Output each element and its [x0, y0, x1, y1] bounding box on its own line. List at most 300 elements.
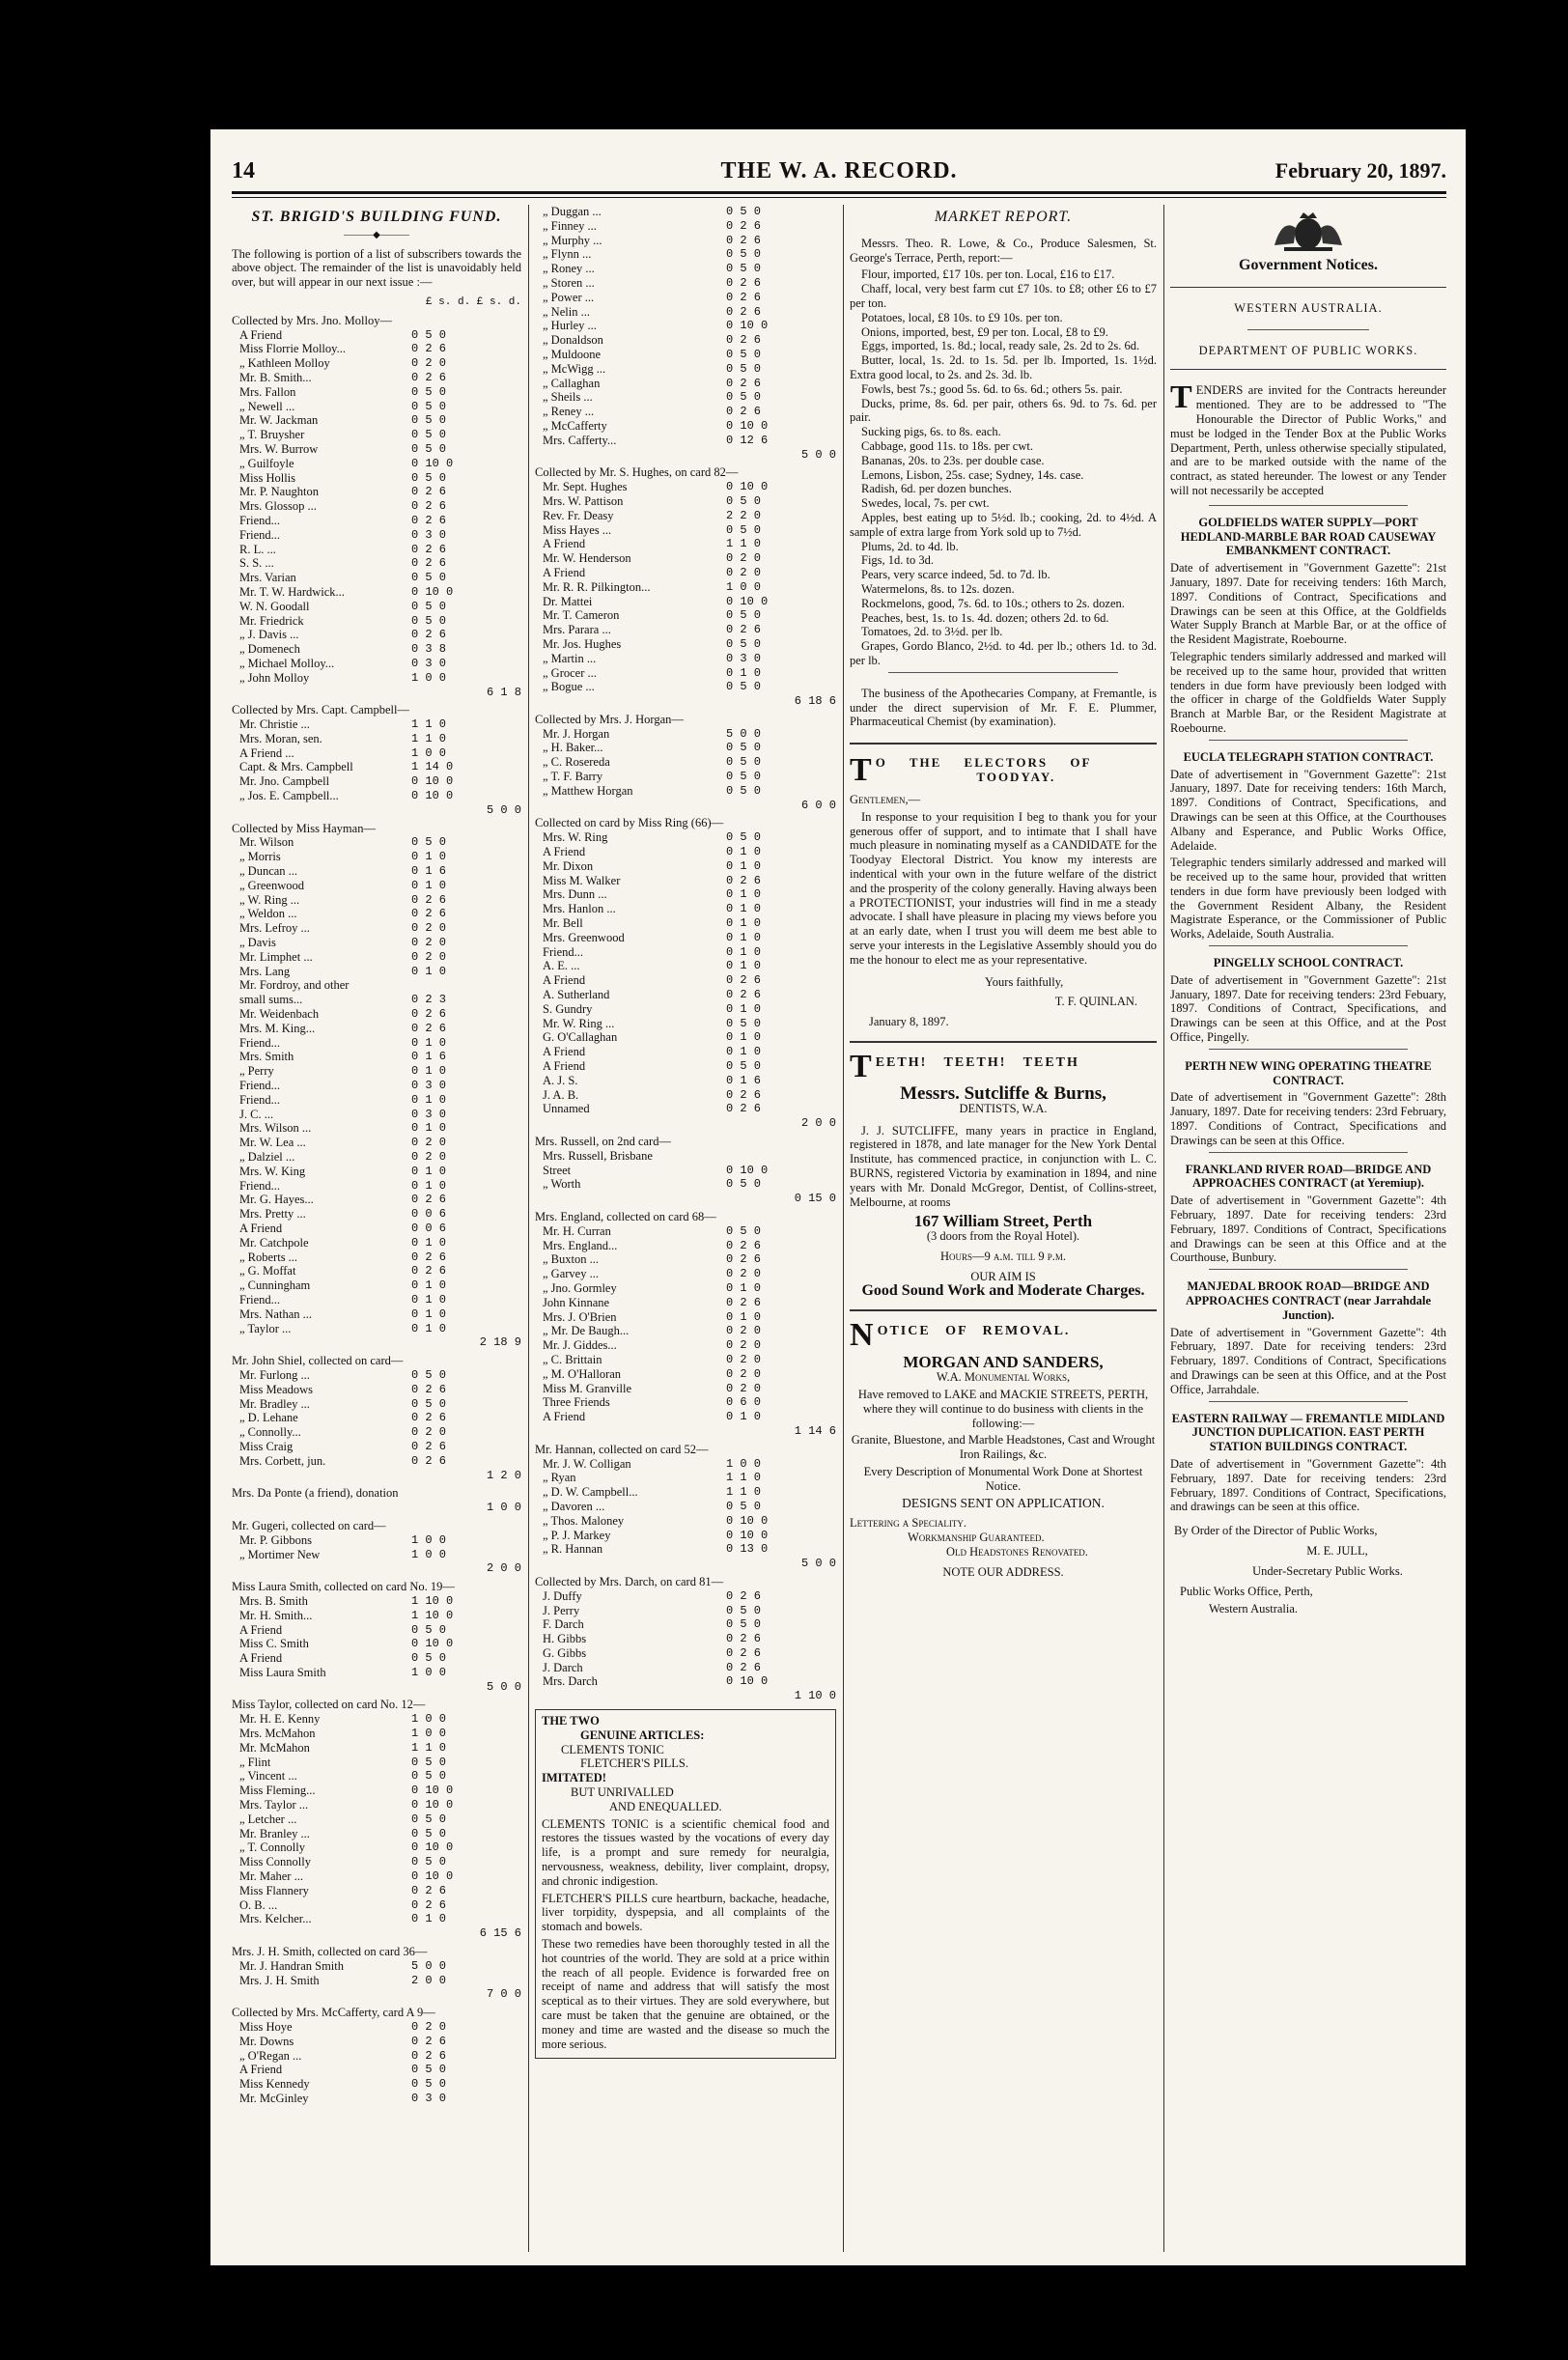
group-total: 1 2 0: [486, 1468, 521, 1482]
group-total: 5 0 0: [486, 1679, 521, 1694]
subscriber-row: [535, 1604, 836, 1618]
spacer: [467, 1425, 521, 1440]
subscriber-row: [535, 1164, 836, 1178]
subscriber-amount: 0 10 0: [726, 1163, 769, 1177]
subscriber-name: A Friend: [239, 327, 283, 342]
subscriber-name: Mr. McGinley: [239, 2092, 309, 2105]
subscriber-name: „ Matthew Horgan: [543, 783, 633, 798]
spacer: [467, 1609, 521, 1623]
subscriber-name: Three Friends: [543, 1395, 610, 1410]
subscriber-name: Friend...: [239, 527, 281, 542]
group-total: 6 15 6: [479, 1926, 521, 1941]
subscriber-name: A. E. ...: [543, 959, 580, 973]
subscriber-name: J. A. B.: [543, 1087, 579, 1102]
market-line: Grapes, Gordo Blanco, 2½d. to 4d. per lb.; others 1d. to 3d. per lb.: [850, 639, 1157, 667]
subscriber-name: Mr. W. Lea ...: [239, 1136, 306, 1150]
subscriber-row: [535, 945, 836, 960]
subscriber-row: [232, 1278, 521, 1293]
spacer: [782, 830, 836, 845]
spacer: [782, 291, 836, 305]
subscriber-amount: 1 1 0: [411, 717, 447, 732]
subscriber-name: Street: [543, 1163, 572, 1177]
spacer: [782, 551, 836, 566]
spacer: [782, 434, 836, 448]
subscriber-name: „ Hurley ...: [543, 319, 597, 333]
group-header: Mrs. J. H. Smith, collected on card 36—: [232, 1945, 428, 1959]
subscriber-amount: 0 5 0: [726, 1617, 762, 1632]
subscriber-amount: 0 2 6: [726, 233, 762, 247]
subscriber-amount: 0 3 0: [726, 651, 762, 665]
subscriber-row: [535, 1177, 836, 1192]
group-total: 2 0 0: [800, 1116, 836, 1131]
subscriber-name: Miss Kennedy: [239, 2077, 310, 2092]
subscriber-row: [535, 1485, 836, 1500]
market-line: Peaches, best, 1s. to 1s. 4d. dozen; others 2d. to 6d.: [861, 610, 1109, 625]
divider: [1209, 505, 1408, 506]
subscriber-amount: 0 2 6: [411, 1250, 447, 1264]
subscriber-name: Mr. T. W. Hardwick...: [239, 584, 345, 599]
subscriber-name: A Friend: [543, 1059, 586, 1074]
subscriber-amount: 0 2 6: [411, 1453, 447, 1468]
advert-paragraph: These two remedies have been thoroughly tested in all the hot countries of the world. They are sold at a price within the reach of all people. Evidence is forwarded free on receipt of name and address that will satisfy the most sceptical as to their virtues. They are sold everywhere, but care must be taken that the genuine are obtained, or the money and time are wasted and the disease so much the more serious.: [542, 1937, 829, 2051]
subscriber-row: [232, 1264, 521, 1278]
drop-cap: N: [850, 1321, 874, 1351]
spacer: [782, 1589, 836, 1604]
subscriber-amount: 0 10 0: [726, 1528, 769, 1542]
subscriber-row: [535, 1030, 836, 1045]
subscriber-name: „ Sheils ...: [543, 390, 593, 405]
subscriber-name: „ H. Baker...: [543, 741, 603, 755]
subscriber-row: [535, 887, 836, 902]
subscriber-row: [232, 774, 521, 789]
subscriber-name: Mr. Branley ...: [239, 1826, 310, 1840]
subscriber-amount: 0 2 6: [726, 623, 762, 637]
subscriber-name: „ Nelin ...: [543, 304, 590, 319]
subscriber-amount: 0 1 0: [411, 1321, 447, 1335]
contract-extra: Telegraphic tenders similarly addressed and marked will be received up to the same hour, provided that written tenders in due form have previously been lodged with the officer in charge of the Goldfields Water Supply Branch at Marble Bar, or the Resident Magistrate at Roebourne.: [1170, 649, 1446, 735]
contract-body: Date of advertisement in "Government Gazette": 4th February, 1897. Date for receiving tenders: 23rd February, 1897. Conditions of Contract, Specifications, and drawings can be seen at this office.: [1170, 1456, 1446, 1514]
spacer: [782, 1002, 836, 1017]
subscriber-row: [232, 442, 521, 457]
spacer: [467, 1827, 521, 1841]
spacer: [467, 1064, 521, 1079]
subscriber-row: [232, 1548, 521, 1562]
group-total: 5 0 0: [800, 1557, 836, 1571]
subscriber-name: Dr. Mattei: [543, 594, 593, 608]
subscriber-name: „ T. F. Barry: [543, 770, 603, 784]
subscriber-name: Friend...: [239, 1178, 281, 1193]
subscriber-row: [232, 1425, 521, 1440]
subscriber-row: [232, 1293, 521, 1307]
subscriber-name: Mrs. England...: [543, 1238, 618, 1252]
subscriber-row: [232, 717, 521, 732]
state-heading: WESTERN AUSTRALIA.: [1234, 300, 1383, 315]
subscriber-amount: 0 5 0: [726, 493, 762, 508]
subscriber-row: [535, 205, 836, 219]
spacer: [782, 319, 836, 333]
spacer: [467, 1741, 521, 1756]
spacer: [782, 1674, 836, 1689]
subscriber-amount: 0 2 6: [726, 988, 762, 1002]
group-header: Collected by Mrs. Darch, on card 81—: [535, 1574, 724, 1588]
spacer: [782, 1177, 836, 1192]
subscriber-name: Mrs. Hanlon ...: [543, 902, 616, 916]
divider: [1170, 287, 1446, 288]
subscriber-amount: 0 2 6: [411, 907, 447, 921]
subscriber-row: [232, 1236, 521, 1250]
spacer: [467, 1637, 521, 1651]
subscriber-name: Mr. Christie ...: [239, 717, 310, 732]
subscriber-amount: 0 2 0: [411, 1425, 447, 1440]
subscriber-amount: 0 5 0: [411, 613, 447, 628]
subscriber-name: A. J. S.: [543, 1073, 578, 1087]
subscriber-name: W. N. Goodall: [239, 599, 310, 613]
subscriber-name: „ McCafferty: [543, 418, 607, 433]
subscriber-row: [535, 1617, 836, 1632]
firm-name: Messrs. Sutcliffe & Burns,: [900, 1083, 1106, 1105]
subscriber-name: Mrs. W. Ring: [543, 830, 608, 845]
subscriber-amount: 0 5 0: [411, 2063, 447, 2077]
order-line: By Order of the Director of Public Works,: [1174, 1524, 1378, 1538]
subscriber-row: [232, 1307, 521, 1322]
salutation: Gentlemen,—: [850, 793, 921, 807]
subscriber-name: „ Letcher ...: [239, 1812, 297, 1826]
subscriber-row: [232, 571, 521, 585]
subscriber-row: [232, 1798, 521, 1812]
newspaper-title: THE W. A. RECORD.: [720, 158, 958, 183]
subscriber-name: Mr. H. E. Kenny: [239, 1712, 321, 1727]
subscriber-row: [535, 1457, 836, 1472]
subscriber-name: Rev. Fr. Deasy: [543, 508, 614, 522]
spacer: [467, 1594, 521, 1609]
subscriber-row: [535, 931, 836, 945]
column-headers: £ s. d. £ s. d.: [425, 295, 521, 308]
subscriber-row: [232, 1179, 521, 1194]
subscriber-amount: 1 0 0: [411, 1532, 447, 1547]
subscriber-row: [535, 770, 836, 784]
subscriber-name: „ Murphy ...: [543, 233, 602, 247]
divider: [1209, 1049, 1408, 1050]
subscriber-row: [232, 614, 521, 629]
spacer: [467, 413, 521, 428]
subscriber-row: [232, 543, 521, 557]
spacer: [467, 760, 521, 774]
spacer: [467, 965, 521, 979]
subscriber-row: [535, 480, 836, 494]
subscriber-row: [232, 936, 521, 950]
subscriber-amount: 0 10 0: [411, 456, 454, 470]
group-header: Collected by Mr. S. Hughes, on card 82—: [535, 465, 739, 480]
subscriber-row: [535, 1410, 836, 1424]
spacer: [467, 671, 521, 686]
subscriber-amount: 0 0 6: [411, 1207, 447, 1222]
subscriber-amount: 0 2 6: [726, 873, 762, 887]
divider: [850, 1309, 1157, 1311]
spacer: [782, 727, 836, 742]
spacer: [467, 1727, 521, 1741]
subscriber-name: „ R. Hannan: [543, 1542, 603, 1557]
subscriber-amount: 0 5 0: [726, 608, 762, 623]
market-line: Ducks, prime, 8s. 6d. per pair, others 6s. 9d. to 7s. 6d. per pair.: [850, 396, 1157, 425]
subscriber-name: R. L. ...: [239, 542, 276, 556]
subscriber-amount: 0 1 0: [411, 878, 447, 892]
spacer: [782, 305, 836, 320]
subscriber-amount: 0 2 6: [411, 1264, 447, 1278]
notice-body: In response to your requisition I beg to thank you for your generous offer of support, and to intimate that I shall have much pleasure in nominating myself as a CANDIDATE for the Toodyay Electoral District. You know my interests are indentical with your own in the future welfare of the district and the prosperity of the colony generally. Having always been a PROTECTIONIST, your industries will find in me a steady advocate. I shall have pleasure in placing my views before you at an early date, when I trust you will deem me best able to serve your interests in the Legislative Assembly should you do me the honour to elect me as your representative.: [850, 809, 1157, 967]
subscriber-row: [232, 907, 521, 921]
subscriber-amount: 0 2 6: [726, 1087, 762, 1102]
subscriber-row: [232, 1121, 521, 1136]
drop-cap: T: [850, 1053, 872, 1082]
subscriber-name: „ Taylor ...: [239, 1321, 292, 1335]
subscriber-name: G. O'Callaghan: [543, 1030, 618, 1045]
subscriber-amount: 1 1 0: [411, 1740, 447, 1755]
subscriber-amount: 0 1 0: [411, 1306, 447, 1321]
spacer: [467, 571, 521, 585]
spacer: [782, 1604, 836, 1618]
subscriber-row: [232, 1454, 521, 1469]
market-line: Chaff, local, very best farm cut £7 10s. to £8; other £6 to £7 per ton.: [850, 282, 1157, 310]
divider: [1209, 1401, 1408, 1402]
subscriber-row: [232, 1136, 521, 1150]
subscriber-amount: 1 1 0: [411, 731, 447, 745]
subscription-list-continued: [535, 205, 836, 1703]
subscriber-name: Mrs. W. King: [239, 1164, 306, 1178]
subscriber-row: [535, 1224, 836, 1239]
group-total: 1 0 0: [486, 1501, 521, 1515]
subscriber-amount: 0 5 0: [726, 1016, 762, 1030]
subscriber-row: [232, 485, 521, 499]
subscriber-row: [232, 528, 521, 543]
subscriber-amount: 0 2 0: [411, 356, 447, 371]
subscriber-name: „ Mr. De Baugh...: [543, 1324, 630, 1338]
subscriber-row: [535, 1239, 836, 1253]
subscriber-row: [535, 1589, 836, 1604]
market-heading: MARKET REPORT.: [934, 209, 1073, 225]
spacer: [467, 1712, 521, 1727]
spacer: [782, 1471, 836, 1485]
spacer: [467, 921, 521, 936]
subscriber-amount: 0 2 6: [726, 1238, 762, 1252]
market-line: Watermelons, 8s. to 12s. dozen.: [861, 581, 1015, 596]
subscriber-row: [232, 1165, 521, 1179]
subscriber-row: [232, 1022, 521, 1036]
subscriber-amount: 1 0 0: [411, 1665, 447, 1679]
spacer: [467, 2063, 521, 2077]
subscriber-row: [232, 342, 521, 356]
subscriber-row: [535, 1367, 836, 1382]
spacer: [467, 385, 521, 400]
spacer: [467, 657, 521, 671]
subscriber-name: Mr. Wilson: [239, 835, 294, 850]
signer: M. E. JULL,: [1306, 1543, 1368, 1558]
subscriber-row: [535, 1382, 836, 1396]
subscriber-amount: 0 5 0: [726, 1177, 762, 1192]
subscriber-row: [535, 551, 836, 566]
subscriber-amount: 0 3 0: [411, 527, 447, 542]
spacer: [782, 276, 836, 291]
subscriber-name: Mr. Friedrick: [239, 613, 304, 628]
subscriber-row: [232, 1007, 521, 1022]
column-divider: [1163, 205, 1164, 2252]
contract-title: MANJEDAL BROOK ROAD—BRIDGE AND APPROACHES CONTRACT (near Jarrahdale Junction).: [1185, 1279, 1432, 1322]
subscriber-row: [535, 1324, 836, 1338]
subscriber-amount: 0 2 6: [726, 218, 762, 233]
subscriber-amount: 0 1 0: [411, 1064, 447, 1079]
subscriber-amount: 0 5 0: [726, 741, 762, 755]
subscriber-amount: 0 5 0: [411, 2077, 447, 2092]
subscriber-name: O. B. ...: [239, 1897, 278, 1912]
spacer: [467, 499, 521, 514]
subscriber-name: „ Garvey ...: [543, 1267, 599, 1281]
subscriber-name: Mrs. Nathan ...: [239, 1306, 312, 1321]
tenders-intro: ENDERS are invited for the Contracts hereunder mentioned. They are to be addressed to "The Honourable the Director of Public Works," and must be lodged in the Tender Box at the Public Works Department, Perth, unless otherwise specially stipulated, and are to be marked outside with the name of the contract, as stated hereunder. The lowest or any Tender will not necessarily be accepted: [1170, 383, 1446, 497]
market-line: Eggs, imported, 1s. 8d.; local, ready sale, 2s. 2d to 2s. 6d.: [861, 339, 1140, 353]
subscriber-row: [535, 333, 836, 348]
spacer: [782, 608, 836, 623]
subscriber-name: Mr. W. Ring ...: [543, 1016, 615, 1030]
subscriber-name: A Friend: [239, 2063, 283, 2077]
subscriber-amount: 0 2 0: [726, 1366, 762, 1381]
group-total: 6 18 6: [794, 694, 836, 709]
subscriber-name: „ Finney ...: [543, 218, 597, 233]
firm-name: MORGAN AND SANDERS,: [903, 1353, 1104, 1372]
spacer: [782, 1102, 836, 1116]
fund-heading: ST. BRIGID'S BUILDING FUND.: [251, 209, 502, 225]
spacer: [467, 1293, 521, 1307]
subscriber-amount: 1 10 0: [411, 1593, 454, 1608]
spacer: [467, 442, 521, 457]
subscriber-name: Mr. McMahon: [239, 1740, 310, 1755]
subscriber-name: Mrs. Lefroy ...: [239, 921, 310, 936]
subscriber-name: „ Cunningham: [239, 1278, 311, 1293]
subscriber-amount: 0 5 0: [411, 1622, 447, 1637]
spacer: [467, 1022, 521, 1036]
subscription-list: [232, 295, 521, 2106]
group-total: 2 18 9: [479, 1335, 521, 1350]
subscriber-name: Mrs. B. Smith: [239, 1593, 308, 1608]
spacer: [782, 1646, 836, 1661]
spacer: [467, 556, 521, 571]
market-line: Plums, 2d. to 4d. lb.: [861, 539, 959, 553]
spacer: [467, 1651, 521, 1666]
group-header: Collected by Mrs. J. Horgan—: [535, 712, 684, 726]
subscriber-row: [232, 1623, 521, 1638]
subscriber-row: [535, 291, 836, 305]
subscriber-row: [535, 608, 836, 623]
subscriber-amount: 0 2 6: [411, 342, 447, 356]
firm-subtitle: DENTISTS, W.A.: [959, 1101, 1048, 1115]
spacer: [782, 770, 836, 784]
subscriber-name: „ W. Ring ...: [239, 892, 300, 907]
subscriber-amount: 0 5 0: [726, 1499, 762, 1513]
spacer: [467, 950, 521, 965]
spacer: [467, 628, 521, 642]
spacer: [782, 1074, 836, 1088]
subscriber-name: Mr. J. W. Colligan: [543, 1456, 631, 1471]
spacer: [782, 1149, 836, 1164]
group-total: 7 0 0: [486, 1987, 521, 2002]
subscriber-name: „ P. J. Markey: [543, 1528, 611, 1542]
subscriber-name: „ Mortimer New: [239, 1547, 321, 1561]
spacer: [782, 859, 836, 874]
subscriber-name: Friend...: [239, 513, 281, 527]
subscriber-row: [535, 219, 836, 234]
spacer: [782, 755, 836, 770]
subscriber-name: J. Duffy: [543, 1588, 582, 1603]
subscriber-row: [535, 916, 836, 931]
subscriber-row: [232, 371, 521, 385]
market-line: Potatoes, local, £8 10s. to £9 10s. per ton.: [861, 310, 1063, 324]
subscriber-name: J. Perry: [543, 1603, 580, 1617]
subscriber-row: [232, 1769, 521, 1784]
subscriber-row: [232, 760, 521, 774]
subscriber-amount: 0 1 0: [726, 902, 762, 916]
subscriber-name: Mr. B. Smith...: [239, 370, 312, 384]
contract-title: PINGELLY SCHOOL CONTRACT.: [1213, 956, 1404, 970]
spacer: [467, 1050, 521, 1064]
subscriber-row: [535, 419, 836, 434]
subscriber-row: [232, 1207, 521, 1222]
subscriber-row: [232, 400, 521, 414]
subscriber-row: [535, 1002, 836, 1017]
spacer: [467, 835, 521, 850]
subscriber-name: Mr. Sept. Hughes: [543, 480, 628, 494]
group-header: Mr. Gugeri, collected on card—: [232, 1518, 386, 1532]
subscriber-name: „ Jos. E. Campbell...: [239, 789, 339, 803]
subscriber-name: „ C. Brittain: [543, 1352, 602, 1366]
subscriber-row: [232, 950, 521, 965]
subscriber-name: Mr. P. Naughton: [239, 485, 319, 499]
subscriber-amount: 0 1 0: [411, 1178, 447, 1193]
removal-notice: [850, 1321, 1157, 1579]
subscriber-amount: 1 1 0: [726, 537, 762, 551]
subscriber-row: [232, 328, 521, 343]
contract-title: PERTH NEW WING OPERATING THEATRE CONTRACT.: [1185, 1058, 1432, 1087]
spacer: [467, 614, 521, 629]
spacer: [467, 2049, 521, 2064]
spacer: [782, 262, 836, 276]
spacer: [782, 1395, 836, 1410]
subscriber-row: [232, 600, 521, 614]
subscriber-row: [535, 902, 836, 916]
spacer: [782, 333, 836, 348]
subscriber-amount: 0 1 0: [726, 858, 762, 873]
subscriber-row: [535, 1059, 836, 1074]
group-header: Collected on card by Miss Ring (66)—: [535, 816, 724, 830]
market-line: Onions, imported, best, £9 per ton. Local, £8 to £9.: [861, 324, 1108, 339]
contracts-list: [1170, 505, 1446, 1514]
subscriber-amount: 0 2 6: [726, 304, 762, 319]
subscriber-amount: 0 2 6: [411, 556, 447, 571]
subscriber-row: [535, 390, 836, 405]
subscriber-name: Miss Hoye: [239, 2020, 293, 2035]
subscriber-amount: 0 2 0: [411, 921, 447, 936]
spacer: [467, 789, 521, 803]
subscriber-amount: 0 5 0: [726, 347, 762, 361]
spacer: [467, 400, 521, 414]
subscriber-name: Mr. G. Hayes...: [239, 1193, 314, 1207]
subscriber-amount: 5 0 0: [726, 726, 762, 741]
subscriber-name: Mr. J. Horgan: [543, 726, 610, 741]
spacer: [467, 342, 521, 356]
subscriber-amount: 0 5 0: [411, 835, 447, 850]
subscriber-amount: 0 2 0: [411, 1150, 447, 1164]
subscriber-name: Mr. Furlong ...: [239, 1367, 310, 1382]
subscriber-name: Friend...: [239, 1035, 281, 1050]
subscriber-name: „ Greenwood: [239, 878, 304, 892]
subscriber-amount: 0 2 6: [726, 333, 762, 348]
